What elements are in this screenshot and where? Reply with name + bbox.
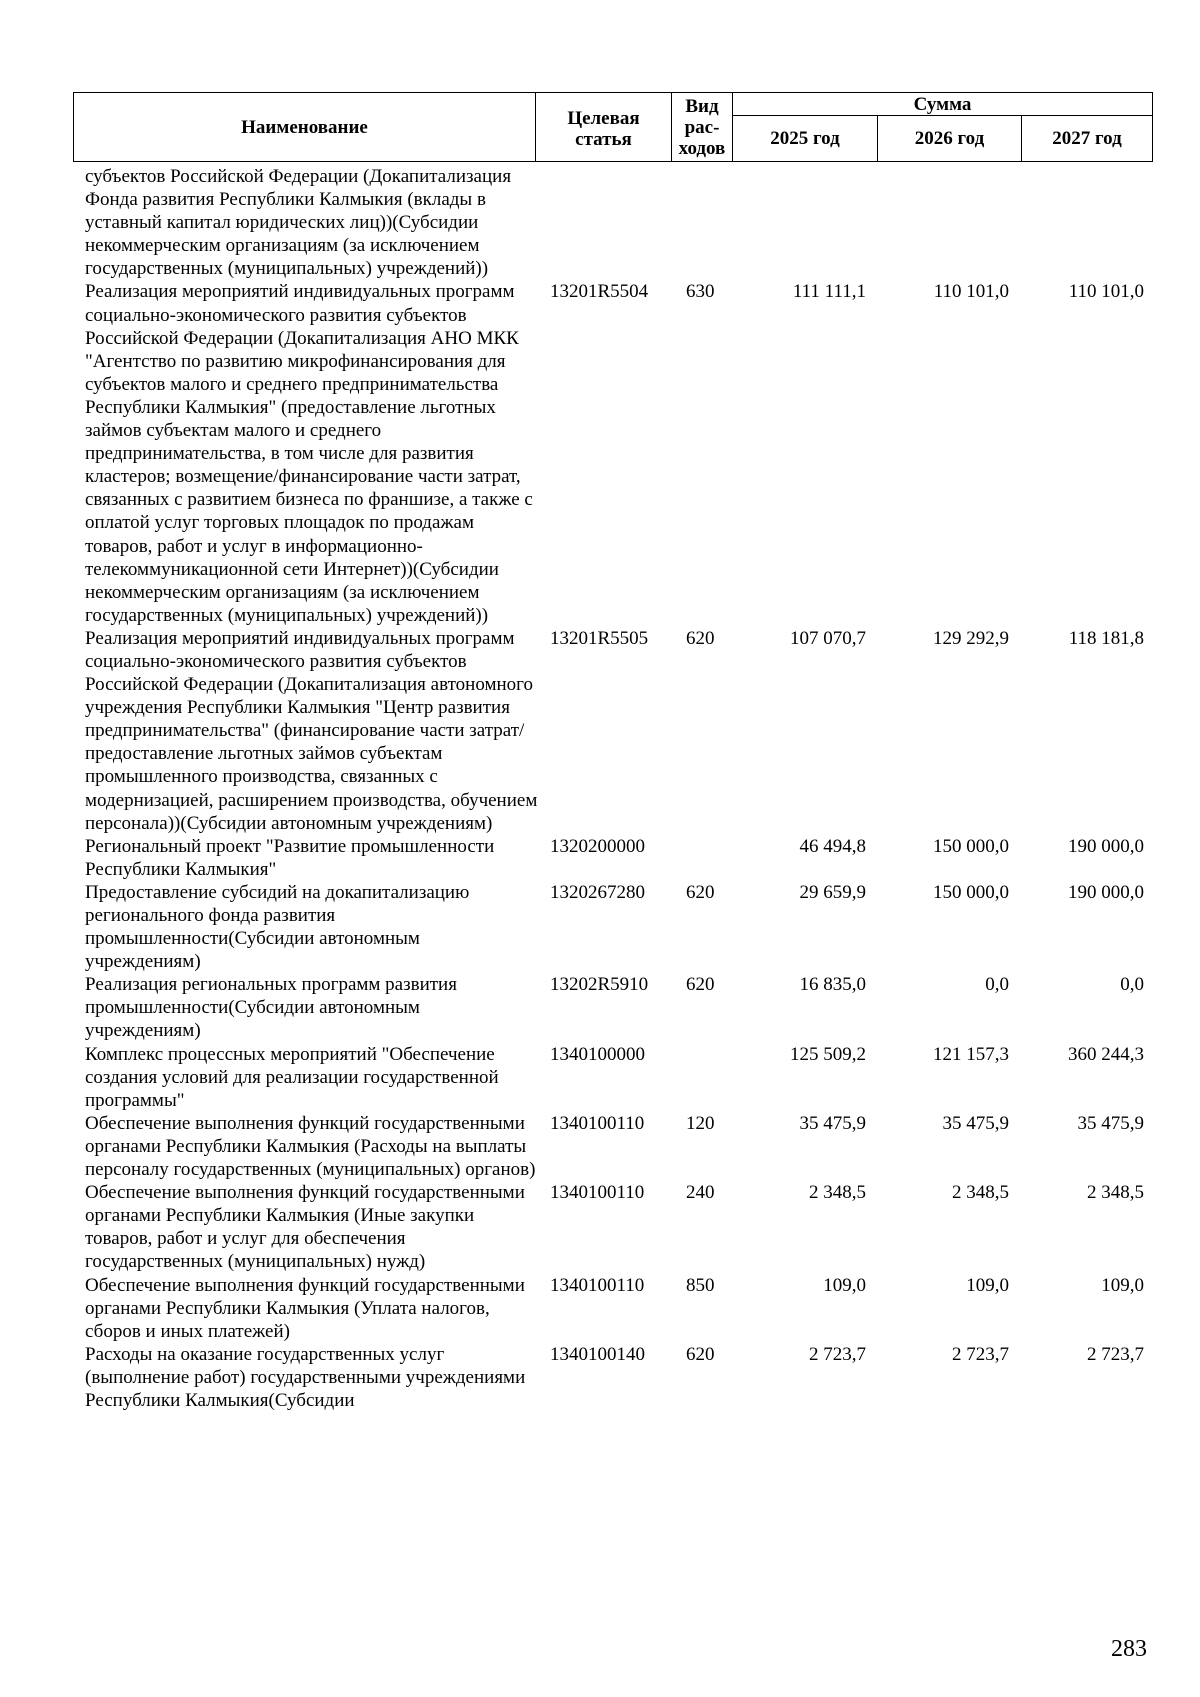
header-code [536, 93, 672, 162]
table-row [0, 280, 1200, 626]
row-value-2025: 111 111,1 [792, 281, 866, 303]
table-row [0, 627, 1200, 835]
header-2025: 2025 год [733, 116, 878, 162]
row-code: 1320267280 [550, 881, 645, 903]
row-name: Региональный проект "Развитие промышленности Республики Калмыкия" [85, 835, 495, 880]
row-name: Предоставление субсидий на докапитализацию регионального фонда развития промышленности(Субсидии автономным учреждениям) [85, 881, 470, 973]
row-name: субъектов Российской Федерации (Докапитализация Фонда развития Республики Калмыкия (вклады в уставный капитал юридических лиц))(Субсидии некоммерческим организациям (за исключением государственных (муниципальных) учреждений)) [85, 166, 512, 280]
row-code: 1320200000 [550, 835, 645, 857]
row-value-2025: 29 659,9 [799, 881, 866, 903]
row-value-2026: 2 723,7 [952, 1343, 1009, 1365]
row-value-2027: 190 000,0 [1068, 835, 1144, 857]
row-value-2027: 0,0 [1120, 974, 1144, 996]
page-number: 283 [1111, 1636, 1147, 1662]
row-value-2026: 0,0 [985, 974, 1009, 996]
row-value-2027: 360 244,3 [1068, 1043, 1144, 1065]
row-code: 13202R5910 [550, 974, 649, 996]
table-row [0, 1274, 1200, 1343]
header-sum: Сумма [733, 93, 1153, 116]
row-vid: 120 [686, 1112, 715, 1134]
row-vid: 240 [686, 1182, 715, 1204]
row-value-2026: 110 101,0 [933, 281, 1009, 303]
row-value-2026: 2 348,5 [952, 1182, 1009, 1204]
row-value-2026: 121 157,3 [933, 1043, 1009, 1065]
header-vid-text: Вид рас-ходов [678, 95, 726, 159]
row-value-2027: 35 475,9 [1077, 1112, 1144, 1134]
table-header [73, 92, 1153, 162]
table-row [0, 165, 1200, 280]
row-value-2027: 2 348,5 [1087, 1182, 1144, 1204]
row-value-2027: 2 723,7 [1087, 1343, 1144, 1365]
row-vid: 620 [686, 881, 715, 903]
row-vid: 620 [686, 974, 715, 996]
row-value-2025: 35 475,9 [799, 1112, 866, 1134]
row-code: 1340100110 [550, 1182, 645, 1204]
row-code: 13201R5504 [550, 281, 649, 303]
row-value-2025: 2 348,5 [809, 1182, 866, 1204]
row-value-2025: 46 494,8 [799, 835, 866, 857]
row-value-2025: 2 723,7 [809, 1343, 866, 1365]
row-value-2027: 118 181,8 [1068, 627, 1144, 649]
row-value-2027: 109,0 [1101, 1274, 1144, 1296]
row-value-2026: 129 292,9 [933, 627, 1009, 649]
row-vid: 630 [686, 281, 715, 303]
row-code: 1340100110 [550, 1112, 645, 1134]
table-row [0, 881, 1200, 973]
row-name: Реализация региональных программ развития промышленности(Субсидии автономным учреждениям) [85, 974, 457, 1042]
row-code: 1340100000 [550, 1043, 645, 1065]
row-value-2026: 150 000,0 [933, 835, 1009, 857]
row-vid: 850 [686, 1274, 715, 1296]
table-row [0, 973, 1200, 1042]
row-value-2025: 125 509,2 [790, 1043, 866, 1065]
row-name: Реализация мероприятий индивидуальных программ социально-экономического развития субъектов Российской Федерации (Докапитализация АНО МКК "Агентство по развитию микрофинансирования для субъектов малого и среднего предпринимательства Республики Калмыкия" (предоставление льготных займов субъектам малого и среднего предпринимательства, в том числе для развития кластеров; возмещение/финансирование части затрат, связанных с развитием бизнеса по франшизе, а также с оплатой услуг торговых площадок по продажам товаров, работ и услуг в информационно-телекоммуникационной сети Интернет))(Субсидии некоммерческим организациям (за исключением государственных (муниципальных) учреждений)) [85, 281, 533, 626]
table-row [0, 1181, 1200, 1273]
header-code-text: Целевая статья [567, 108, 640, 150]
row-name: Обеспечение выполнения функций государственными органами Республики Калмыкия (Уплата налогов, сборов и иных платежей) [85, 1274, 525, 1342]
row-value-2026: 150 000,0 [933, 881, 1009, 903]
row-code: 13201R5505 [550, 627, 649, 649]
row-name: Реализация мероприятий индивидуальных программ социально-экономического развития субъектов Российской Федерации (Докапитализация автономного учреждения Республики Калмыкия "Центр развития предпринимательства" (финансирование части затрат/предоставление льготных займов субъектам промышленного производства, связанных с модернизацией, расширением производства, обучением персонала))(Субсидии автономным учреждениям) [85, 627, 538, 834]
table-row [0, 1343, 1200, 1412]
row-name: Расходы на оказание государственных услуг (выполнение работ) государственными учреждениями Республики Калмыкия(Субсидии [85, 1343, 526, 1411]
table-row [0, 1112, 1200, 1181]
row-code: 1340100140 [550, 1343, 645, 1365]
table-body [0, 165, 1200, 1412]
row-value-2026: 35 475,9 [942, 1112, 1009, 1134]
row-name: Обеспечение выполнения функций государственными органами Республики Калмыкия (Расходы на выплаты персоналу государственных (муниципальных) органов) [85, 1112, 536, 1181]
row-vid: 620 [686, 1343, 715, 1365]
row-value-2025: 107 070,7 [790, 627, 866, 649]
row-name: Комплекс процессных мероприятий "Обеспечение создания условий для реализации государственной программы" [85, 1043, 499, 1111]
row-code: 1340100110 [550, 1274, 645, 1296]
header-2027: 2027 год [1022, 116, 1153, 162]
row-value-2027: 110 101,0 [1068, 281, 1144, 303]
header-name: Наименование [74, 93, 536, 162]
row-value-2025: 109,0 [823, 1274, 866, 1296]
header-2026: 2026 год [878, 116, 1022, 162]
header-vid [672, 93, 733, 162]
row-vid: 620 [686, 627, 715, 649]
row-name: Обеспечение выполнения функций государственными органами Республики Калмыкия (Иные закупки товаров, работ и услуг для обеспечения государственных (муниципальных) нужд) [85, 1182, 525, 1273]
row-value-2026: 109,0 [966, 1274, 1009, 1296]
table-row [0, 1043, 1200, 1112]
row-value-2027: 190 000,0 [1068, 881, 1144, 903]
row-value-2025: 16 835,0 [799, 974, 866, 996]
table-row [0, 835, 1200, 881]
